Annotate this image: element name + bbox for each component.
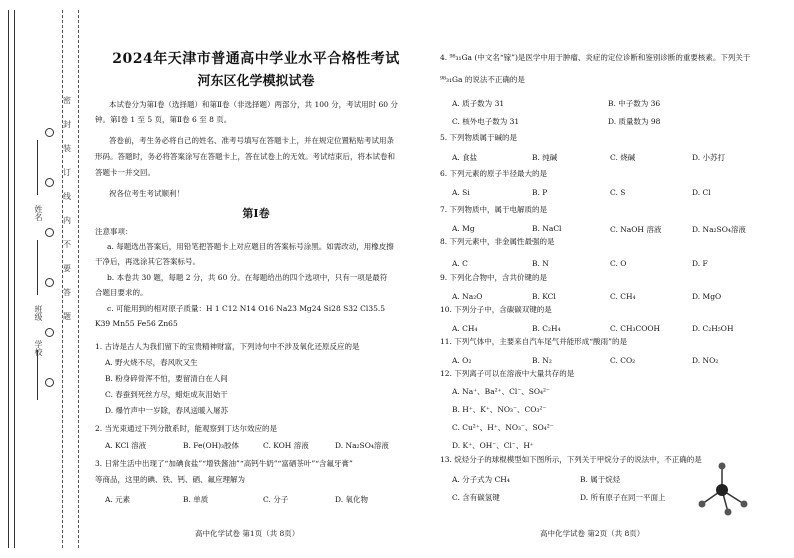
question-8-option: A. C	[452, 259, 468, 268]
notes-line: c. 可能用到的相对原子质量：H 1 C12 N14 O16 Na23 Mg24 Si28 S32 Cl35.5	[107, 304, 386, 313]
intro-line: 本试卷分为第Ⅰ卷（选择题）和第Ⅱ卷（非选择题）两部分，共 100 分，考试用时 60 分	[109, 100, 398, 109]
notes-line: 合题目要求的。	[95, 288, 148, 297]
question-6-stem: 6. 下列元素的原子半径最大的是	[440, 169, 548, 178]
question-4-stem: 4. ⁹⁸₃₁Ga (中文名“镓”)是医学中用于肿瘤、炎症的定位诊断和鉴别诊断的重要核素。下列关于	[440, 53, 751, 62]
question-10-option: B. C₂H₄	[532, 324, 561, 333]
question-10-option: C. CH₃COOH	[610, 324, 661, 333]
question-2-option: A. KCl 溶液	[105, 441, 147, 450]
intro-line: 答题卡一并交回。	[95, 168, 155, 177]
question-13-stem: 13. 烷烃分子的球棍模型如下图所示，下列关于甲烷分子的说法中，不正确的是	[440, 455, 702, 464]
question-7-option: A. Mg	[452, 224, 475, 233]
exam-subtitle: 河东区化学模拟试卷	[197, 74, 315, 89]
question-5-option: D. 小苏打	[692, 153, 726, 162]
question-8-option: B. N	[532, 259, 549, 268]
question-9-option: D. MgO	[692, 292, 722, 301]
question-4-option: C. 核外电子数为 31	[452, 117, 520, 126]
question-4-option: D. 质量数为 98	[608, 117, 661, 126]
question-3-option: D. 氧化物	[335, 495, 369, 504]
question-10-option: D. C₂H₅OH	[692, 324, 734, 333]
question-8-option: C. O	[610, 259, 627, 268]
notes-line: b. 本卷共 30 题，每题 2 分，共 60 分。在每题给出的四个选项中，只有一项是最符	[107, 273, 388, 282]
binding-hole	[45, 128, 54, 137]
binding-line-outer	[8, 10, 9, 548]
methane-ball-stick-model	[692, 460, 762, 518]
exam-title: 2024年天津市普通高中学业水平合格性考试	[112, 51, 400, 67]
question-13-option: C. 含有碳氢键	[452, 493, 500, 502]
question-1-option: A. 野火烧不尽，春风吹又生	[105, 358, 198, 367]
question-11-option: B. N₂	[532, 356, 552, 365]
intro-line: 答卷前，考生务必将自己的姓名、准考号填写在答题卡上，并在规定位置粘贴考试用条	[109, 136, 394, 145]
question-10-stem: 10. 下列分子中，含碳碳双键的是	[440, 305, 552, 314]
question-2-stem: 2. 当光束通过下列分散系时，能观察到丁达尔效应的是	[95, 424, 278, 433]
question-5-option: A. 食盐	[452, 153, 478, 162]
question-9-option: B. KCl	[532, 292, 556, 301]
question-8-stem: 8. 下列元素中，非金属性最强的是	[440, 237, 555, 246]
seal-char: 答	[63, 288, 71, 297]
intro-line: 钟。第Ⅰ卷 1 至 5 页，第Ⅱ卷 6 至 8 页。	[95, 115, 232, 124]
question-11-option: D. NO₂	[692, 356, 719, 365]
binding-margin	[0, 0, 88, 558]
seal-char: 订	[63, 168, 71, 177]
question-7-option: D. Na₂SO₄溶液	[692, 225, 746, 234]
question-6-option: D. Cl	[692, 188, 711, 197]
page-1	[95, 0, 417, 558]
question-13-option: D. 所有原子在同一平面上	[580, 493, 666, 502]
school-label: 学校	[34, 340, 43, 356]
page-footer: 高中化学试卷 第2页（共 8页）	[540, 529, 645, 538]
question-11-stem: 11. 下列气体中，主要来自汽车尾气并能形成“酸雨”的是	[440, 337, 627, 346]
seal-char: 内	[63, 216, 71, 225]
section-title: 第Ⅰ卷	[242, 207, 270, 220]
question-3-stem: 3. 日常生活中出现了“加碘食盐”“增铁酱油”“高钙牛奶”“富硒茶叶”“含氟牙膏”	[95, 459, 353, 468]
question-5-option: C. 烧碱	[610, 153, 636, 162]
question-6-option: A. Si	[452, 188, 470, 197]
question-3-option: C. 分子	[263, 495, 289, 504]
seal-char: 封	[63, 120, 71, 129]
intro-line: 祝各位考生考试顺利！	[109, 189, 184, 198]
notes-heading: 注意事项：	[95, 227, 133, 236]
question-2-option: B. Fe(OH)₃胶体	[183, 441, 240, 450]
question-3-stem: 等商品，这里的碘、铁、钙、硒、氟应理解为	[95, 475, 245, 484]
question-13-option: B. 属于烷烃	[580, 475, 621, 484]
class-underline	[37, 240, 38, 295]
question-5-stem: 5. 下列物质属于碱的是	[440, 133, 518, 142]
question-3-option: B. 单质	[183, 495, 209, 504]
notes-line: a. 每题选出答案后，用铅笔把答题卡上对应题目的答案标号涂黑。如需改动，用橡皮擦	[107, 242, 394, 251]
page-2	[440, 0, 780, 558]
question-13-option: A. 分子式为 CH₄	[452, 475, 510, 484]
seal-char: 要	[63, 264, 71, 273]
seal-warning	[63, 95, 71, 322]
question-6-option: C. S	[610, 188, 626, 197]
seal-char: 密	[63, 96, 71, 105]
question-6-option: B. P	[532, 188, 548, 197]
carbon-atom	[716, 484, 728, 496]
question-12-option: B. H⁺、K⁺、NO₃⁻、CO₃²⁻	[452, 405, 547, 414]
question-12-stem: 12. 下列离子可以在溶液中大量共存的是	[440, 369, 575, 378]
question-9-option: C. CH₄	[610, 292, 636, 301]
notes-line: 干净后，再选涂其它答案标号。	[95, 257, 200, 266]
question-10-option: A. CH₄	[452, 324, 478, 333]
question-1-option: B. 粉身碎骨浑不怕，要留清白在人间	[105, 374, 228, 383]
question-1-option: C. 春蚕到死丝方尽，蜡炬成灰泪始干	[105, 390, 228, 399]
intro-line: 形码。答题时，务必将答案涂写在答题卡上，答在试卷上的无效。考试结束后，将本试卷和	[95, 152, 395, 161]
question-12-option: A. Na⁺、Ba²⁺、Cl⁻、SO₄²⁻	[452, 387, 550, 396]
page-footer: 高中化学试卷 第1页（共 8页）	[195, 529, 300, 538]
name-label: 姓名	[34, 205, 43, 221]
question-9-stem: 9. 下列化合物中，含共价键的是	[440, 273, 548, 282]
class-label: 班级	[34, 305, 43, 321]
notes-line: K39 Mn55 Fe56 Zn65	[95, 319, 178, 328]
question-9-option: A. Na₂O	[452, 292, 483, 301]
question-12-option: C. Cu²⁺、H⁺、NO₃⁻、SO₄²⁻	[452, 423, 554, 432]
question-11-option: A. O₂	[452, 356, 472, 365]
question-7-option: C. NaOH 溶液	[610, 225, 662, 234]
question-4-option: A. 质子数为 31	[452, 99, 505, 108]
question-4-option: B. 中子数为 36	[608, 99, 661, 108]
question-4-stem: ⁹⁸₃₁Ga 的说法不正确的是	[440, 75, 525, 84]
seal-char: 线	[63, 192, 71, 201]
question-7-option: B. NaCl	[532, 224, 562, 233]
binding-hole	[45, 328, 54, 337]
question-11-option: C. CO₂	[610, 356, 636, 365]
question-3-option: A. 元素	[105, 495, 131, 504]
binding-hole	[45, 178, 54, 187]
hydrogen-atom	[725, 509, 732, 516]
hydrogen-atom	[719, 463, 726, 470]
seal-char: 装	[63, 144, 71, 153]
question-5-option: B. 纯碱	[532, 153, 558, 162]
name-underline	[37, 140, 38, 195]
seal-char: 题	[63, 312, 71, 321]
seal-char: 不	[63, 240, 71, 249]
question-12-option: D. K⁺、OH⁻、Cl⁻、H⁺	[452, 441, 534, 450]
question-7-stem: 7. 下列物质中，属于电解质的是	[440, 205, 548, 214]
binding-hole	[45, 378, 54, 387]
question-1-option: D. 爆竹声中一岁除，春风送暖入屠苏	[105, 406, 229, 415]
question-1-stem: 1. 古诗是古人为我们留下的宝贵精神财富，下列诗句中不涉及氧化还原反应的是	[95, 342, 360, 351]
question-2-option: D. Na₂SO₄溶液	[335, 441, 389, 450]
question-2-option: C. KOH 溶液	[263, 441, 309, 450]
question-8-option: D. F	[692, 259, 708, 268]
binding-hole	[45, 228, 54, 237]
binding-line-inner	[14, 10, 15, 548]
school-underline	[37, 350, 38, 400]
hydrogen-atom	[741, 501, 748, 508]
hydrogen-atom	[699, 501, 706, 508]
binding-hole	[45, 278, 54, 287]
seal-line-2	[78, 10, 79, 548]
